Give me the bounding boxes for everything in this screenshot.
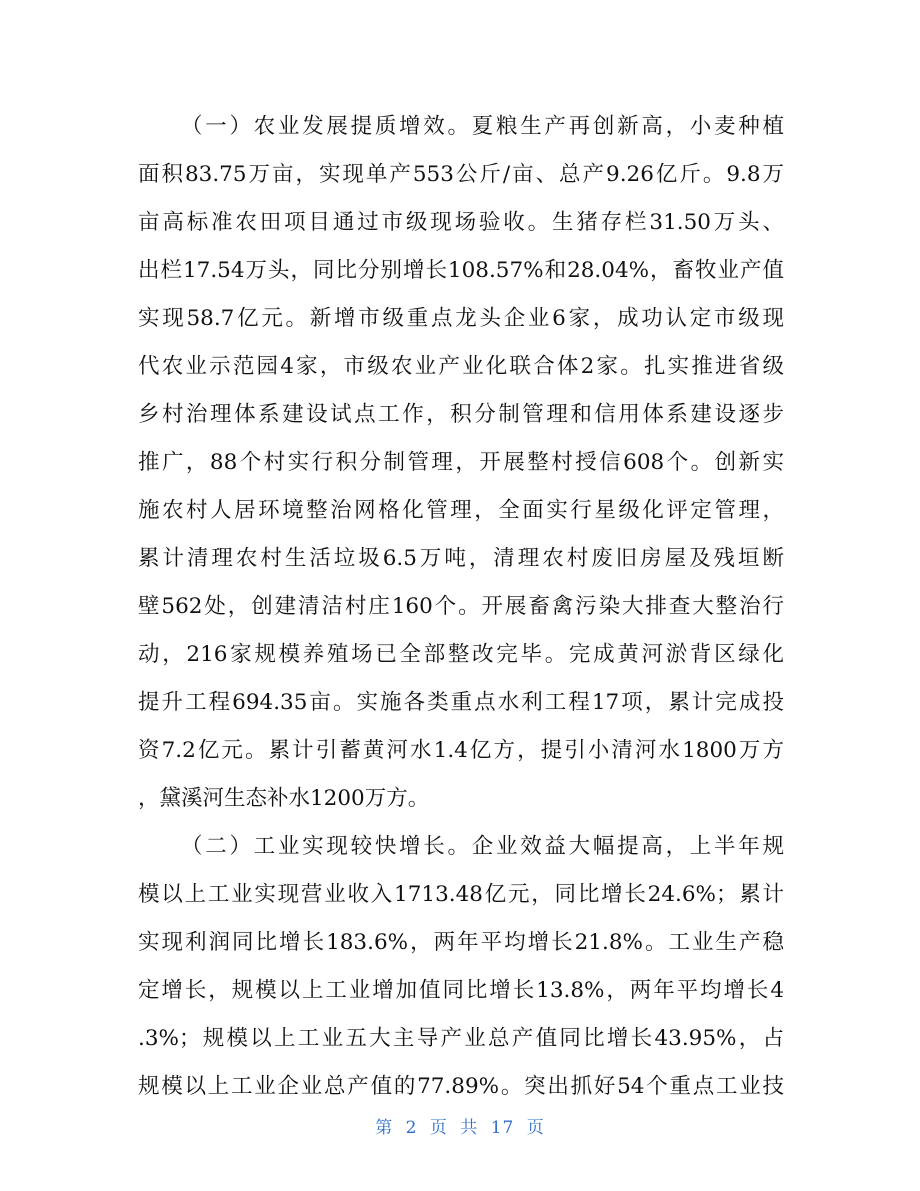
paragraph-1-line: 出栏17.54万头，同比分别增长108.57%和28.04%，畜牧业产值 <box>138 258 784 283</box>
paragraph-1-line: 累计清理农村生活垃圾6.5万吨，清理农村废旧房屋及残垣断 <box>138 546 784 571</box>
paragraph-1-line: 资7.2亿元。累计引蓄黄河水1.4亿方，提引小清河水1800万方 <box>138 738 784 763</box>
paragraph-1-line: 乡村治理体系建设试点工作，积分制管理和信用体系建设逐步 <box>138 402 784 427</box>
paragraph-1-line: 亩高标准农田项目通过市级现场验收。生猪存栏31.50万头、 <box>138 210 784 235</box>
paragraph-1-line: （一）农业发展提质增效。夏粮生产再创新高，小麦种植 <box>181 114 784 139</box>
paragraph-1-line: 提升工程694.35亩。实施各类重点水利工程17项，累计完成投 <box>138 690 784 715</box>
footer-middle1: 页 <box>429 1118 448 1138</box>
paragraph-2-line: 定增长，规模以上工业增加值同比增长13.8%，两年平均增长4 <box>138 978 784 1003</box>
footer-middle2: 共 <box>460 1118 479 1138</box>
paragraph-1-line: 施农村人居环境整治网格化管理，全面实行星级化评定管理， <box>138 498 784 523</box>
paragraph-2-line: （二）工业实现较快增长。企业效益大幅提高，上半年规 <box>181 834 784 859</box>
paragraph-1-line: 动，216家规模养殖场已全部整改完毕。完成黄河淤背区绿化 <box>138 642 784 667</box>
paragraph-2-line: 规模以上工业企业总产值的77.89%。突出抓好54个重点工业技 <box>138 1074 784 1099</box>
paragraph-1-line: 代农业示范园4家，市级农业产业化联合体2家。扎实推进省级 <box>138 354 784 379</box>
footer-prefix: 第 <box>375 1118 394 1138</box>
paragraph-1-line: 壁562处，创建清洁村庄160个。开展畜禽污染大排查大整治行 <box>138 594 784 619</box>
paragraph-2-line: 实现利润同比增长183.6%，两年平均增长21.8%。工业生产稳 <box>138 930 784 955</box>
paragraph-1-line: 推广，88个村实行积分制管理，开展整村授信608个。创新实 <box>138 450 784 475</box>
paragraph-1-line: 面积83.75万亩，实现单产553公斤/亩、总产9.26亿斤。9.8万 <box>138 162 784 187</box>
footer-suffix: 页 <box>526 1118 545 1138</box>
paragraph-2-line: 模以上工业实现营业收入1713.48亿元，同比增长24.6%；累计 <box>138 882 784 907</box>
page-footer <box>0 1113 920 1138</box>
paragraph-2-line: .3%；规模以上工业五大主导产业总产值同比增长43.95%，占 <box>138 1026 784 1051</box>
document-body <box>138 103 784 1111</box>
footer-page-number: 2 <box>405 1118 418 1138</box>
footer-total-pages: 17 <box>490 1118 515 1138</box>
paragraph-1-line: 实现58.7亿元。新增市级重点龙头企业6家，成功认定市级现 <box>138 306 784 331</box>
paragraph-1-line: ，黛溪河生态补水1200万方。 <box>138 786 430 811</box>
